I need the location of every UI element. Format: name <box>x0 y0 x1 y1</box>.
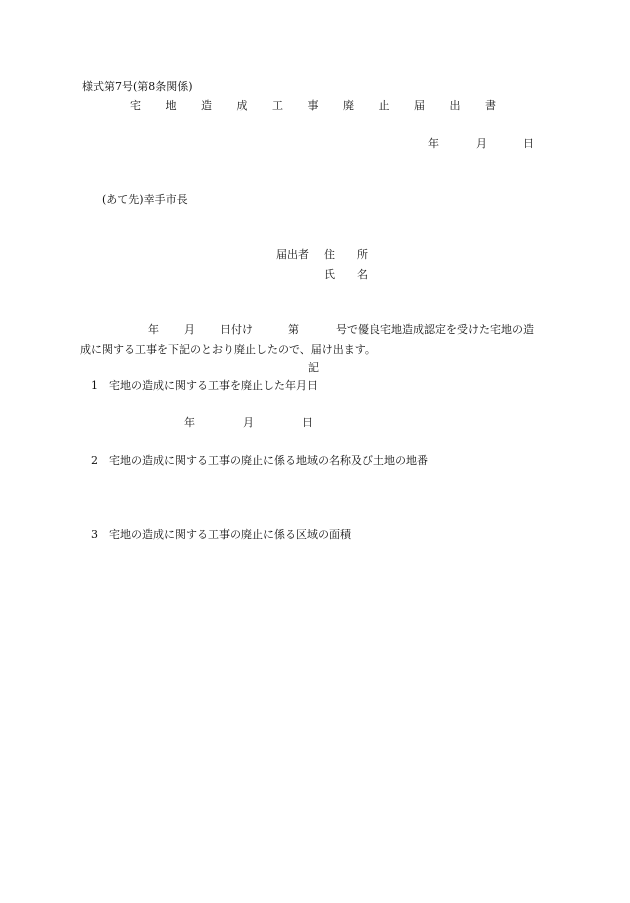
date-day-label: 日 <box>523 137 534 150</box>
body-text-line1: 号で優良宅地造成認定を受けた宅地の造 <box>336 323 534 336</box>
date-year-label: 年 <box>428 137 439 150</box>
body-number-prefix: 第 <box>288 323 299 336</box>
item1-month-label: 月 <box>243 416 254 429</box>
name-label: 氏 名 <box>324 268 368 281</box>
item1-day-label: 日 <box>302 416 313 429</box>
notifier-label: 届出者 <box>276 248 309 261</box>
item-2: 2 宅地の造成に関する工事の廃止に係る地域の名称及び土地の地番 <box>91 454 428 467</box>
document-title <box>130 99 496 113</box>
address-label: 住 所 <box>324 248 368 261</box>
date-month-label: 月 <box>476 137 487 150</box>
title-char: 宅 <box>130 99 141 112</box>
title-char: 届 <box>414 99 425 112</box>
body-date-label: 日付け <box>220 323 253 336</box>
title-char: 事 <box>307 99 319 112</box>
title-char: 止 <box>378 99 390 112</box>
item-1: 1 宅地の造成に関する工事を廃止した年月日 <box>91 379 318 392</box>
title-char: 廃 <box>343 99 354 112</box>
title-char: 成 <box>236 99 248 112</box>
body-year-label: 年 <box>148 323 159 336</box>
title-char: 工 <box>272 99 283 112</box>
title-char: 造 <box>201 99 212 112</box>
title-char: 書 <box>485 99 496 112</box>
title-char: 地 <box>165 99 177 112</box>
form-number: 様式第7号(第8条関係) <box>82 80 193 93</box>
ki-heading: 記 <box>308 361 319 374</box>
item1-year-label: 年 <box>184 416 195 429</box>
addressee: (あて先)幸手市長 <box>102 193 188 206</box>
body-month-label: 月 <box>184 323 195 336</box>
item-3: 3 宅地の造成に関する工事の廃止に係る区域の面積 <box>91 528 351 541</box>
body-text-line2: 成に関する工事を下記のとおり廃止したので、届け出ます。 <box>80 343 376 356</box>
title-char: 出 <box>449 99 461 112</box>
